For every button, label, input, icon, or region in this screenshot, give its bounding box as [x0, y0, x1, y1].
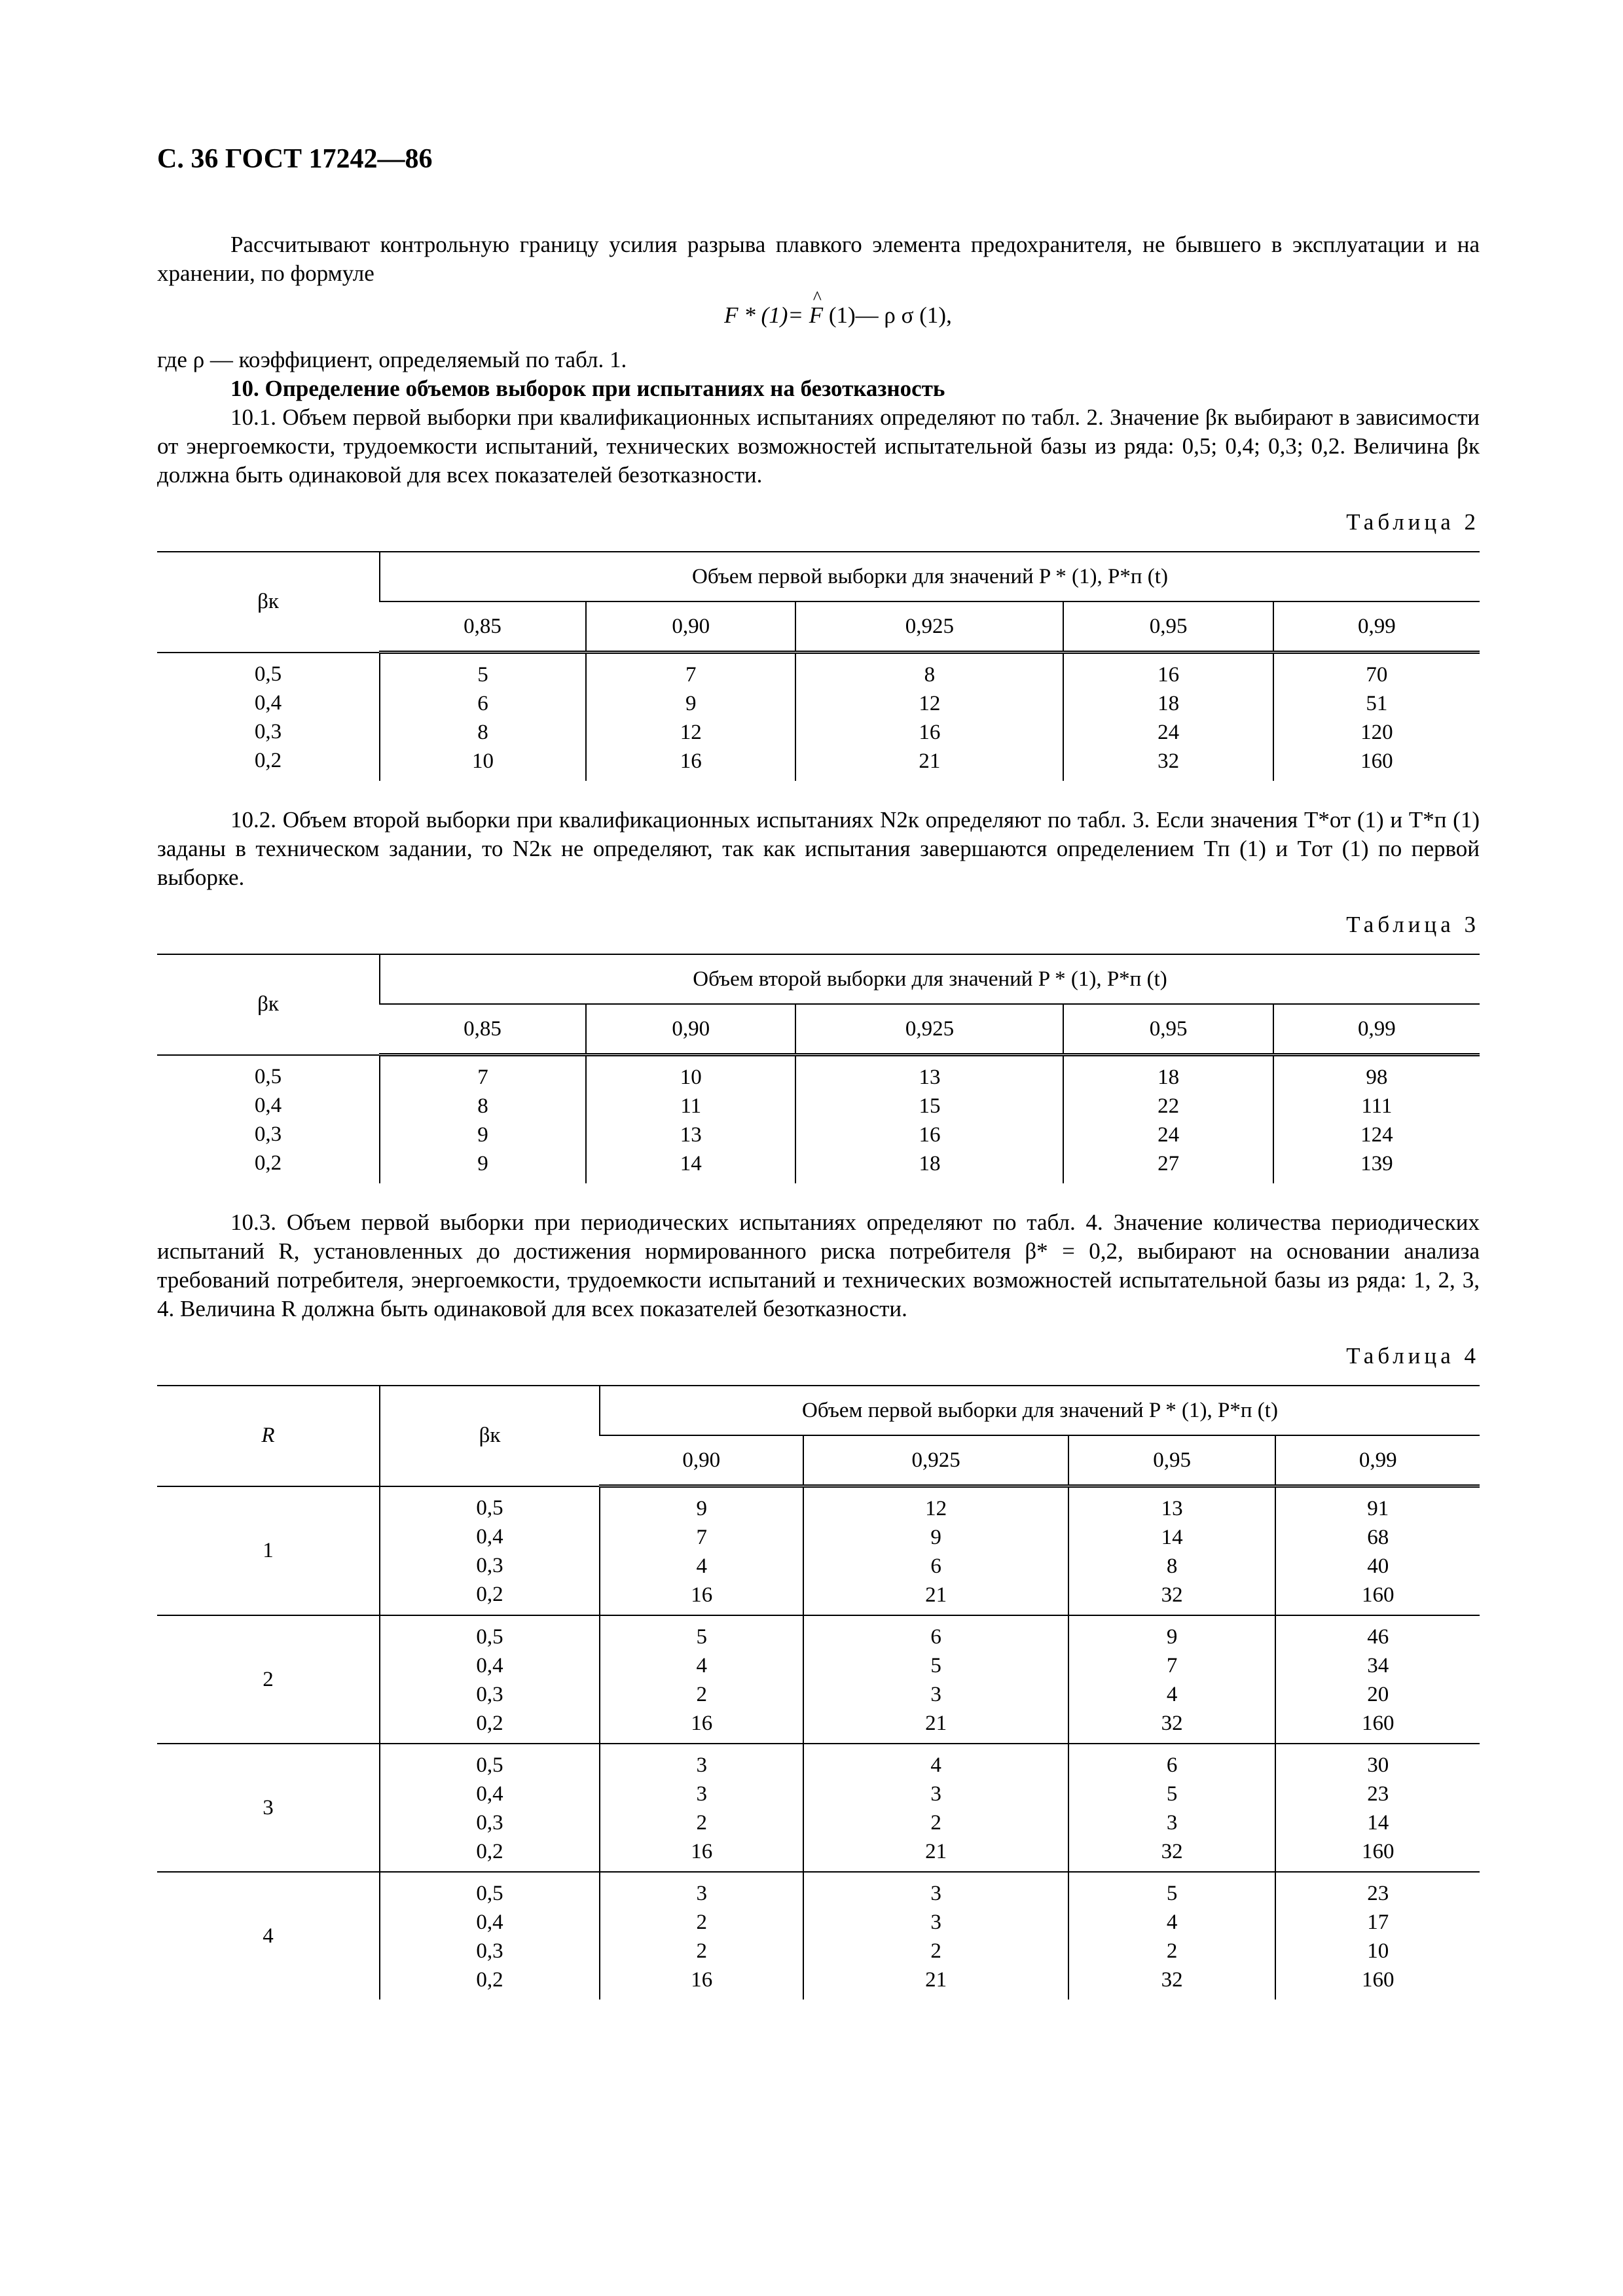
table-cell: 22 [1158, 1094, 1180, 1118]
table-cell: 160 [1361, 1968, 1395, 1992]
paragraph-where: где ρ — коэффициент, определяемый по табл. 1. [157, 347, 627, 372]
table-cell: 70 [1366, 663, 1388, 687]
table-cell: 32 [1161, 1712, 1183, 1735]
table-cell: 0,5 [476, 1882, 503, 1905]
table-cell: 9 [930, 1526, 941, 1549]
table-cell: 0,3 [476, 1553, 503, 1577]
table-cell: 7 [696, 1526, 707, 1549]
table2-col-header: 0,925 [795, 601, 1063, 653]
table4-value-column [803, 1744, 1068, 1872]
table-cell: 2 [930, 1939, 941, 1963]
table3-caption: Таблица 3 [1346, 912, 1480, 937]
paragraph-intro: Рассчитывают контрольную границу усилия разрыва плавкого элемента предохранителя, не бывшего в эксплуатации и на хранении, по формуле [157, 232, 1480, 286]
table2-value-column [795, 653, 1063, 781]
table-cell: 0,4 [254, 1093, 282, 1117]
table-cell: 0,2 [254, 1151, 282, 1175]
table3-value-column [586, 1055, 795, 1184]
table-cell: 32 [1158, 749, 1180, 773]
table-cell: 68 [1367, 1526, 1389, 1549]
table4-r-cell: 2 [157, 1615, 380, 1744]
table4-value-column [600, 1744, 803, 1872]
formula-rhs: (1)— ρ σ (1), [828, 302, 952, 328]
table4-span-header: Объем первой выборки для значений P * (1), P*п (t) [600, 1386, 1480, 1435]
table4-group [157, 1615, 1480, 1744]
table-cell: 160 [1361, 1712, 1395, 1735]
table-cell: 9 [1166, 1625, 1178, 1649]
table2-col-header: 0,95 [1063, 601, 1273, 653]
table-cell: 4 [930, 1753, 941, 1777]
table-cell: 0,2 [476, 1968, 503, 1992]
table2-value-column [1063, 653, 1273, 781]
table-cell: 5 [930, 1654, 941, 1677]
table-cell: 11 [680, 1094, 702, 1118]
paragraph-10-1: 10.1. Объем первой выборки при квалификационных испытаниях определяют по табл. 2. Значение βк выбирают в зависимости от энергоемкости, трудоемкости испытаний, технических возможностей испытательной базы из ряда: 0,5; 0,4; 0,3; 0,2. Величина βк должна быть одинаковой для всех показателей безотказности. [157, 404, 1480, 488]
table3-col-header: 0,99 [1273, 1004, 1480, 1055]
table4-r-cell: 3 [157, 1744, 380, 1872]
table-cell: 32 [1161, 1840, 1183, 1863]
formula-hat-symbol: ^ F [809, 301, 823, 330]
table-cell: 10 [472, 749, 494, 773]
table-cell: 18 [919, 1152, 941, 1175]
table4-beta-column [380, 1872, 600, 2000]
table-cell: 0,4 [476, 1782, 503, 1806]
table3-col-header: 0,90 [586, 1004, 795, 1055]
table-cell: 16 [1158, 663, 1180, 687]
table-cell: 5 [1166, 1782, 1178, 1806]
table-cell: 160 [1361, 1840, 1395, 1863]
table-cell: 0,4 [476, 1524, 503, 1549]
table-cell: 0,3 [476, 1683, 503, 1706]
table-cell: 10 [1367, 1939, 1389, 1963]
table-cell: 139 [1360, 1152, 1393, 1175]
table-cell: 12 [919, 692, 941, 715]
table-cell: 9 [477, 1123, 488, 1147]
table-cell: 0,2 [476, 1582, 503, 1606]
table4-group [157, 1872, 1480, 2000]
table-cell: 5 [1166, 1882, 1178, 1905]
table3-value-column [1273, 1055, 1480, 1184]
table-cell: 10 [680, 1066, 702, 1089]
table2-value-column [1273, 653, 1480, 781]
table-cell: 13 [680, 1123, 702, 1147]
table4-caption: Таблица 4 [1346, 1343, 1480, 1369]
table-cell: 4 [1166, 1683, 1178, 1706]
table-cell: 6 [1166, 1753, 1178, 1777]
table-4 [157, 1385, 1480, 2000]
table-cell: 23 [1367, 1782, 1389, 1806]
table4-value-column [600, 1615, 803, 1744]
table-cell: 3 [930, 1882, 941, 1905]
table-cell: 21 [919, 749, 941, 773]
table-cell: 3 [930, 1683, 941, 1706]
table-cell: 9 [696, 1497, 707, 1520]
table-cell: 0,4 [254, 691, 282, 715]
table2-value-column [586, 653, 795, 781]
table3-beta-header: βк [157, 954, 380, 1055]
table-cell: 3 [696, 1882, 707, 1905]
table4-value-column [1068, 1615, 1276, 1744]
table-cell: 21 [925, 1968, 947, 1992]
table-cell: 9 [685, 692, 697, 715]
table-cell: 2 [696, 1683, 707, 1706]
table2-value-column [380, 653, 586, 781]
table-cell: 46 [1367, 1625, 1389, 1649]
table-cell: 3 [1166, 1811, 1178, 1835]
table-cell: 0,4 [476, 1654, 503, 1677]
table4-value-column [600, 1872, 803, 2000]
table-cell: 8 [1166, 1554, 1178, 1578]
table-cell: 3 [930, 1910, 941, 1934]
table-cell: 0,2 [476, 1840, 503, 1863]
table-cell: 16 [691, 1968, 713, 1992]
table-cell: 21 [925, 1712, 947, 1735]
table-cell: 51 [1366, 692, 1388, 715]
table-cell: 18 [1158, 692, 1180, 715]
table-cell: 2 [696, 1811, 707, 1835]
table2-span-header: Объем первой выборки для значений P * (1), P*п (t) [380, 552, 1480, 601]
table4-col-header: 0,90 [600, 1435, 803, 1486]
table-cell: 0,4 [476, 1910, 503, 1934]
table4-r-cell: 1 [263, 1539, 274, 1563]
table3-beta-column [157, 1055, 380, 1184]
table-cell: 14 [1161, 1526, 1183, 1549]
table-cell: 15 [919, 1094, 941, 1118]
table4-group [157, 1486, 1480, 1616]
table3-col-header: 0,85 [380, 1004, 586, 1055]
table-cell: 160 [1361, 1583, 1395, 1607]
table-cell: 17 [1367, 1910, 1389, 1934]
table-cell: 8 [924, 663, 936, 687]
table-cell: 111 [1361, 1094, 1393, 1118]
table-cell: 21 [925, 1583, 947, 1607]
table-cell: 8 [477, 721, 488, 744]
table3-value-column [1063, 1055, 1273, 1184]
table-cell: 91 [1367, 1497, 1389, 1520]
table-cell: 3 [696, 1782, 707, 1806]
table-cell: 0,2 [476, 1712, 503, 1735]
table-cell: 16 [919, 721, 941, 744]
table-cell: 0,5 [254, 662, 282, 686]
table-cell: 160 [1360, 749, 1393, 773]
table-cell: 34 [1367, 1654, 1389, 1677]
table4-value-column [803, 1872, 1068, 2000]
table4-beta-column [380, 1615, 600, 1744]
table-cell: 5 [696, 1625, 707, 1649]
table-cell: 0,3 [254, 1122, 282, 1146]
table4-beta-header: βк [380, 1386, 600, 1486]
table-cell: 2 [1166, 1939, 1178, 1963]
table-cell: 16 [691, 1583, 713, 1607]
table4-value-column [1275, 1872, 1480, 2000]
table-cell: 8 [477, 1094, 488, 1118]
table-cell: 5 [477, 663, 488, 687]
table-2 [157, 551, 1480, 781]
table4-col-header: 0,99 [1275, 1435, 1480, 1486]
table3-value-column [795, 1055, 1063, 1184]
table4-value-column [1068, 1744, 1276, 1872]
table-cell: 24 [1158, 721, 1180, 744]
table-cell: 32 [1161, 1968, 1183, 1992]
table-cell: 23 [1367, 1882, 1389, 1905]
table3-value-column [380, 1055, 586, 1184]
formula-lhs: F * (1)= [724, 302, 803, 328]
table-cell: 0,3 [476, 1939, 503, 1963]
section-heading: 10. Определение объемов выборок при испытаниях на безотказность [230, 376, 945, 401]
table2-col-header: 0,90 [586, 601, 795, 653]
table-cell: 0,5 [476, 1496, 503, 1520]
table-cell: 4 [696, 1654, 707, 1677]
table-cell: 0,5 [476, 1753, 503, 1777]
paragraph-10-2: 10.2. Объем второй выборки при квалификационных испытаниях N2к определяют по табл. 3. Если значения T*от (1) и T*п (1) заданы в техническом задании, то N2к не определяют, так как испытания завершаются определением Tп (1) и Tот (1) по первой выборке. [157, 807, 1480, 890]
table-cell: 12 [925, 1497, 947, 1520]
table-cell: 120 [1360, 721, 1393, 744]
table-cell: 18 [1158, 1066, 1180, 1089]
table-cell: 0,3 [476, 1811, 503, 1835]
table4-value-column [1275, 1744, 1480, 1872]
table-cell: 13 [919, 1066, 941, 1089]
table-cell: 30 [1367, 1753, 1389, 1777]
document-page [157, 145, 1480, 2000]
table-cell: 0,5 [476, 1625, 503, 1649]
table-cell: 27 [1158, 1152, 1180, 1175]
table-cell: 6 [930, 1554, 941, 1578]
table-cell: 4 [1166, 1910, 1178, 1934]
table-cell: 98 [1366, 1066, 1388, 1089]
table3-span-header: Объем второй выборки для значений P * (1), P*п (t) [380, 954, 1480, 1004]
table-cell: 14 [680, 1152, 702, 1175]
table2-caption: Таблица 2 [1346, 509, 1480, 535]
table-cell: 40 [1367, 1554, 1389, 1578]
table-cell: 14 [1367, 1811, 1389, 1835]
table-cell: 13 [1161, 1497, 1183, 1520]
table-cell: 124 [1360, 1123, 1393, 1147]
table4-col-header: 0,95 [1068, 1435, 1276, 1486]
table4-beta-column [380, 1744, 600, 1872]
table-cell: 20 [1367, 1683, 1389, 1706]
table2-beta-header: βк [157, 552, 380, 653]
table-cell: 2 [696, 1939, 707, 1963]
table-cell: 16 [680, 749, 702, 773]
table-cell: 2 [930, 1811, 941, 1835]
table4-value-column [1275, 1486, 1480, 1616]
table-cell: 32 [1161, 1583, 1183, 1607]
table4-value-column [803, 1486, 1068, 1616]
table4-value-column [600, 1486, 803, 1616]
table4-value-column [1068, 1872, 1276, 2000]
table-cell: 21 [925, 1840, 947, 1863]
table-cell: 24 [1158, 1123, 1180, 1147]
table4-r-cell: 4 [157, 1872, 380, 2000]
table-cell: 6 [930, 1625, 941, 1649]
table-cell: 7 [685, 663, 697, 687]
table-cell: 12 [680, 721, 702, 744]
table-cell: 6 [477, 692, 488, 715]
table-cell: 0,2 [254, 748, 282, 772]
page-header: С. 36 ГОСТ 17242—86 [157, 144, 433, 174]
table-cell: 16 [919, 1123, 941, 1147]
table-cell: 3 [696, 1753, 707, 1777]
formula [157, 301, 1480, 330]
table-cell: 0,5 [254, 1064, 282, 1088]
table2-col-header: 0,99 [1273, 601, 1480, 653]
table4-value-column [803, 1615, 1068, 1744]
table-cell: 16 [691, 1712, 713, 1735]
table-cell: 16 [691, 1840, 713, 1863]
paragraph-10-3: 10.3. Объем первой выборки при периодических испытаниях определяют по табл. 4. Значение количества периодических испытаний R, установленных до достижения нормированного риска потребителя β* = 0,2, выбирают на основании анализа требований потребителя, энергоемкости, трудоемкости испытаний и технических возможностей испытательной базы из ряда: 1, 2, 3, 4. Величина R должна быть одинаковой для всех показателей безотказности. [157, 1210, 1480, 1321]
table-cell: 0,3 [254, 719, 282, 744]
table4-r-header: R [157, 1386, 380, 1486]
table4-col-header: 0,925 [803, 1435, 1068, 1486]
table4-group [157, 1744, 1480, 1872]
table3-col-header: 0,925 [795, 1004, 1063, 1055]
table2-col-header: 0,85 [380, 601, 586, 653]
table3-col-header: 0,95 [1063, 1004, 1273, 1055]
table-cell: 3 [930, 1782, 941, 1806]
table-cell: 9 [477, 1152, 488, 1175]
table-cell: 7 [477, 1066, 488, 1089]
table-3 [157, 954, 1480, 1183]
table-cell: 4 [696, 1554, 707, 1578]
table4-value-column [1068, 1486, 1276, 1616]
table4-beta-column [380, 1486, 600, 1616]
table-cell: 7 [1166, 1654, 1178, 1677]
table-cell: 2 [696, 1910, 707, 1934]
table2-beta-column [157, 653, 380, 781]
table4-value-column [1275, 1615, 1480, 1744]
